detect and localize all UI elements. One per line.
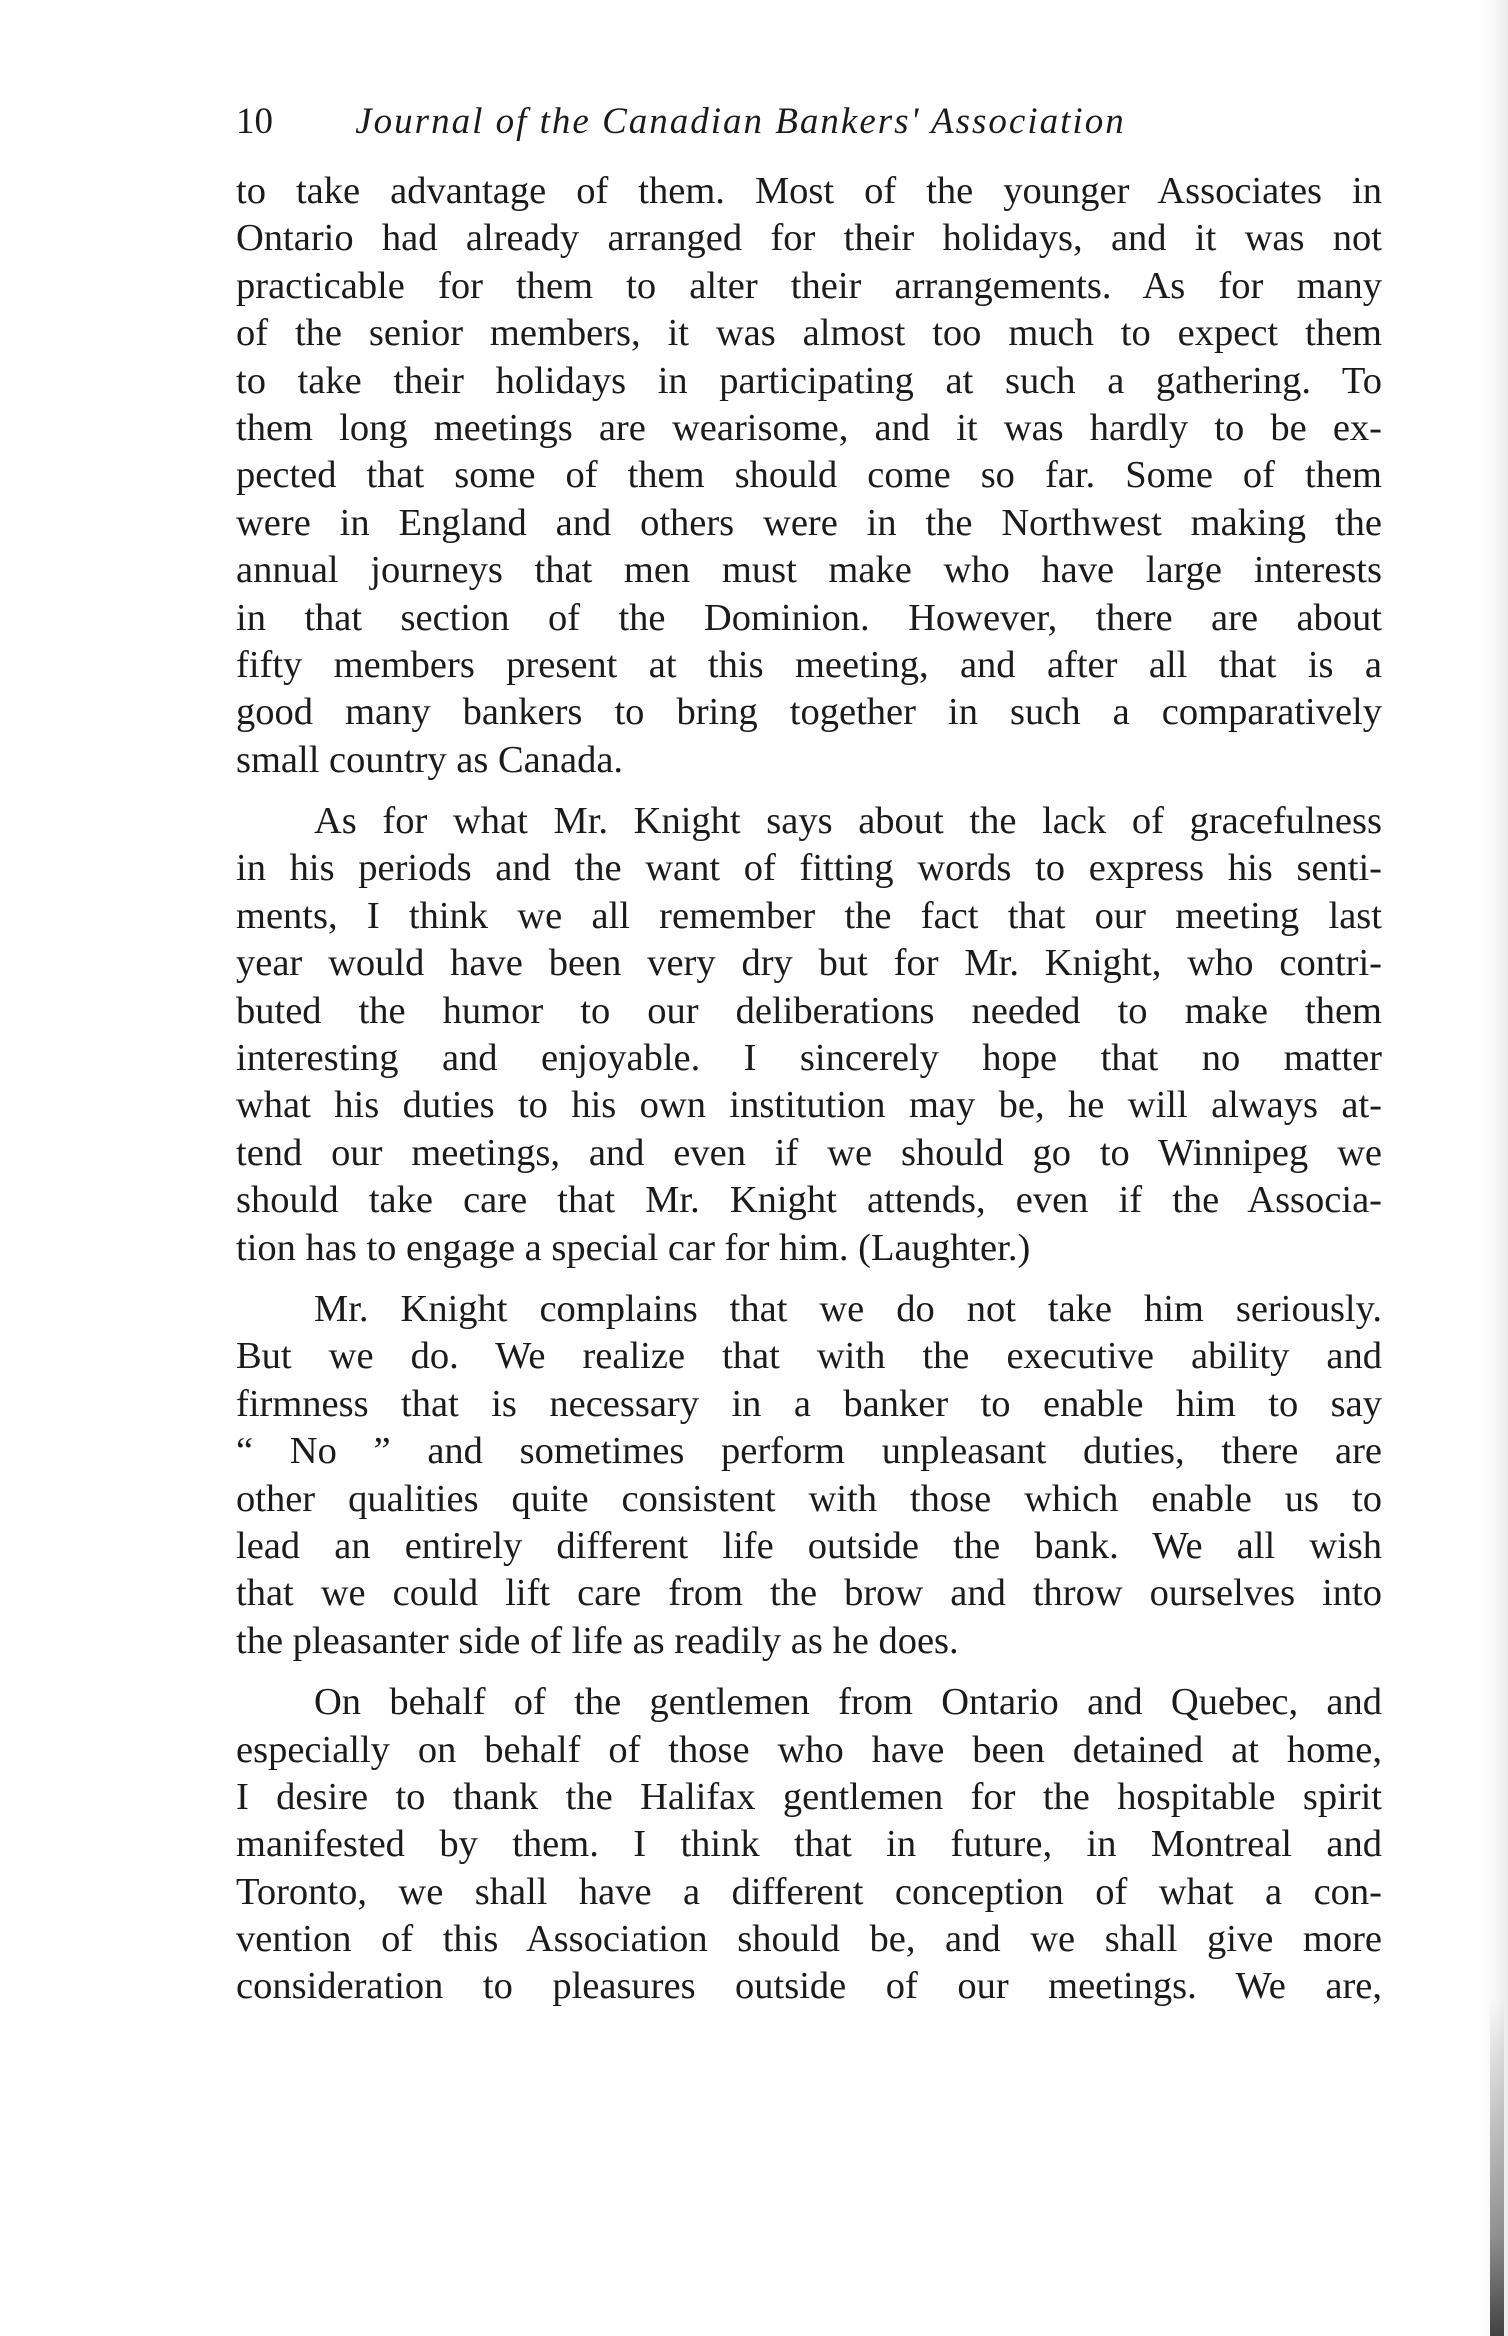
text-line: that we could lift care from the brow and throw ourselves into bbox=[236, 1572, 1382, 1615]
text-line: fifty members present at this meeting, and after all that is a bbox=[236, 643, 1382, 686]
text-line: to take their holidays in participating at such a gathering. To bbox=[236, 359, 1382, 402]
text-line: should take care that Mr. Knight attends, even if the Associa- bbox=[236, 1179, 1382, 1222]
text-line: the pleasanter side of life as readily as he does. bbox=[236, 1619, 959, 1662]
text-line: to take advantage of them. Most of the younger Associates in bbox=[236, 170, 1382, 212]
page-number: 10 bbox=[236, 101, 273, 142]
text-line: consideration to pleasures outside of our meetings. We are, bbox=[236, 1965, 1382, 2008]
scan-edge-shadow bbox=[1478, 0, 1508, 2336]
text-line: vention of this Association should be, and we shall give more bbox=[236, 1918, 1382, 1961]
body-text bbox=[236, 168, 1382, 2011]
text-line: I desire to thank the Halifax gentlemen for the hospitable spirit bbox=[236, 1775, 1382, 1818]
text-line: firmness that is necessary in a banker to enable him to say bbox=[236, 1382, 1382, 1425]
text-line: annual journeys that men must make who have large interests bbox=[236, 549, 1382, 592]
text-line: small country as Canada. bbox=[236, 738, 624, 781]
text-line: interesting and enjoyable. I sincerely hope that no matter bbox=[236, 1037, 1382, 1080]
text-line: were in England and others were in the Northwest making the bbox=[236, 501, 1382, 544]
text-line: pected that some of them should come so far. Some of them bbox=[236, 454, 1382, 497]
text-line: “ No ” and sometimes perform unpleasant duties, there are bbox=[236, 1430, 1382, 1473]
scan-edge-dark-mark bbox=[1490, 2000, 1504, 2336]
page-header bbox=[236, 92, 1256, 152]
text-line: especially on behalf of those who have been detained at home, bbox=[236, 1728, 1382, 1771]
running-title: Journal of the Canadian Bankers' Association bbox=[355, 101, 1126, 142]
text-line: Ontario had already arranged for their holidays, and it was not bbox=[236, 217, 1382, 260]
text-line: practicable for them to alter their arrangements. As for many bbox=[236, 264, 1382, 307]
text-line: Mr. Knight complains that we do not take him seriously. bbox=[314, 1287, 1382, 1330]
paragraph bbox=[236, 1286, 1382, 1665]
text-line: good many bankers to bring together in such a comparatively bbox=[236, 691, 1382, 734]
text-line: in his periods and the want of fitting words to express his senti- bbox=[236, 847, 1382, 890]
text-line: lead an entirely different life outside the bank. We all wish bbox=[236, 1524, 1382, 1567]
paragraph bbox=[236, 798, 1382, 1272]
paragraph-gap bbox=[236, 784, 1382, 798]
text-line: On behalf of the gentlemen from Ontario and Quebec, and bbox=[314, 1681, 1382, 1724]
text-line: tion has to engage a special car for him. (Laughter.) bbox=[236, 1226, 1031, 1269]
text-line: buted the humor to our deliberations needed to make them bbox=[236, 989, 1382, 1032]
text-line: what his duties to his own institution may be, he will always at- bbox=[236, 1084, 1382, 1127]
text-line: of the senior members, it was almost too much to expect them bbox=[236, 312, 1382, 355]
paragraph-gap bbox=[236, 1665, 1382, 1679]
text-line: them long meetings are wearisome, and it was hardly to be ex- bbox=[236, 406, 1382, 449]
paragraph-gap bbox=[236, 1272, 1382, 1286]
paragraph bbox=[236, 168, 1382, 784]
text-line: in that section of the Dominion. However, there are about bbox=[236, 596, 1382, 639]
text-line: tend our meetings, and even if we should go to Winnipeg we bbox=[236, 1131, 1382, 1174]
text-line: But we do. We realize that with the executive ability and bbox=[236, 1335, 1382, 1378]
text-line: As for what Mr. Knight says about the lack of gracefulness bbox=[314, 800, 1382, 843]
text-line: other qualities quite consistent with those which enable us to bbox=[236, 1477, 1382, 1520]
text-line: manifested by them. I think that in future, in Montreal and bbox=[236, 1823, 1382, 1866]
paragraph bbox=[236, 1679, 1382, 2011]
text-line: Toronto, we shall have a different conception of what a con- bbox=[236, 1870, 1382, 1913]
text-line: year would have been very dry but for Mr. Knight, who contri- bbox=[236, 942, 1382, 985]
text-line: ments, I think we all remember the fact that our meeting last bbox=[236, 894, 1382, 937]
